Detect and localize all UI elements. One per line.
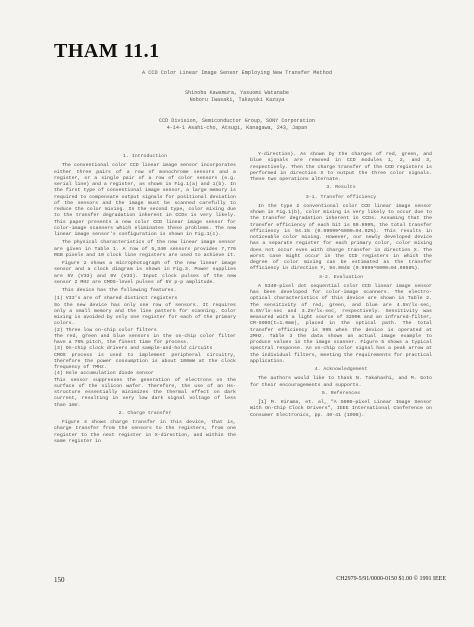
feature-list [54, 296, 236, 409]
feature-item: The red, green and blue sensors in the on-chip color filter have a 70% pitch, the finest time for process. [54, 333, 236, 345]
feature-item: (3) On-chip clock drivers and sample-and-hold circuits [54, 346, 213, 352]
paragraph: The authors would like to thank N. Takahashi, and M. Goto for their encouragements and supports. [250, 376, 432, 388]
copyright-line: CH2979-5/91/0000-0150 $1.00 © 1991 IEEE [336, 576, 446, 582]
section-heading-charge-transfer: 2. Charge transfer [118, 410, 172, 416]
paragraph: This device has the following features. [62, 288, 177, 293]
affiliation-line: 4-14-1 Asahi-cho, Atsugi, Kanagawa, 243, Japan [166, 124, 308, 131]
paragraph: Y-direction). As shown by the charges of red, green, and blue signals are removed in CCD modules 1, 2, and 3, respectively. Then the charge transfer of the CCD registers is performed in direction X to output the three color signals. These two operations alternate. [250, 152, 432, 182]
authors [0, 90, 474, 103]
author-line: Shinobu Kawamura, Yasuomi Watanabe [185, 90, 289, 96]
reference-item: [1] M. Hirama, et. al, "A 5000-pixel Linear Image Sensor With On-Chip Clock Drivers", IEEE International Conference on Consumer Electronics, pp. 40-41 (1990). [250, 400, 432, 418]
right-column [250, 152, 432, 421]
subsection-heading-evaluation: 3-2. Evaluation [318, 274, 364, 280]
paragraph: In the type 2 conventional color CCD linear image sensor shown in Fig.1(b), color mixing is very likely to occur due to the transfer degradation inherent in CCDs. Assuming that the transfer efficiency of each bit is 99.999%, the total transfer efficiency is 94.1% (0.99999^5000=94.92%). This results in noticeable color mixing. However, our newly developed device has a separate register for each primary color, color mixing does not occur even with charge transfer in direction X. The worst case might occur in the CCD registers in which the degree of color mixing can be estimated as the transfer efficiency in direction Y, 94.9848 (0.9999^5000=94.9958%). [250, 203, 432, 272]
affiliation [0, 118, 474, 131]
paragraph: A 5340-pixel dot sequential color CCD linear image sensor has been developed for color-image scanners. The electro-optical characteristics of this device are shown in Table 2. The sensitivity of red, green, and blue are 4.5V/lx·sec, 6.6V/lx·sec and 3.2V/lx·sec, respectively. Sensitivity was measured with a light source of 3200K and an infrared-filter, CM-500S(t=1.0mm), placed in the optical path. The total transfer efficiency is 99% when the device is operated at 2MHz. Table 3 the data shows an actual image example to produce values in the image scanner. Figure 5 shows a typical spectral response. An on-chip color signal has a peak arrow at the individual filters, meeting the requirements for practical application. [250, 283, 432, 364]
session-id: THAM 11.1 [54, 40, 160, 62]
page-number: 150 [54, 576, 65, 584]
feature-item: (2) Three low on-chip color filters [54, 327, 157, 333]
section-heading-results: 3. Results [326, 185, 356, 191]
section-heading-acknowledgement: 4. Acknowledgement [314, 367, 368, 372]
affiliation-line: CCD Division, Semiconductor Group, SONY Corporation [159, 118, 315, 124]
author-line: Noboru Iwasaki, Takayuki Kazuya [189, 96, 285, 103]
feature-item: (4) Hole accumulation diode sensor [54, 371, 154, 377]
subsection-heading-transfer-efficiency: 3-1. Transfer efficiency [305, 194, 377, 200]
paragraph: The conventional color CCD linear image sensor incorporates either three pairs of a row of monochrome sensors and a register, or a single pair of a row of color sensors (e.g. serial line) and a register, as shown in Fig.1(a) and 1(b). In the first type of conventional image sensor, a large memory is required to compensate output signals for positional deviation of the sensors and the image must be scanned carefully to reduce the color mixing. In the second type, color mixing due to the transfer degradation inherent in CCDs is very likely. This paper presents a new color CCD linear image sensor for color-image scanners which eliminates these problems. The new linear image sensor's configuration is shown in Fig.1(c). [54, 163, 236, 237]
feature-item: So the new device has only one row of sensors. It requires only a small memory and the line pattern for scanning. Color mixing is avoided by only one register for each of the primary colors. [54, 302, 236, 327]
section-heading-introduction: 1. Introduction [122, 154, 168, 159]
feature-item: (1) V33's are of shared distinct registers [54, 296, 178, 302]
paragraph: The physical characteristics of the new linear image sensor are given in Table 1. A row of 5,340 sensors provides 7,776 RGB pixels and 10 clock line registers are used to achieve it. [54, 240, 236, 258]
paper-title: A CCD Color Linear Image Sensor Employing New Transfer Method [142, 70, 332, 76]
paragraph: Figure 4 shows charge transfer in this device, that is, charge transfer from the sensors to the registers, from one register to the next register in X-direction, and within the same register in [54, 420, 236, 444]
section-heading-references: 5. References [321, 390, 361, 396]
paragraph: Figure 2 shows a microphotograph of the new linear image sensor and a clock diagram is shown in Fig.3. Power supplies are 5V (V33) and 9V (V33). Input clock pulses of the new sensor 2 MHz are CMOS-level pulses of 5V p-p amplitude. [54, 261, 236, 285]
feature-item: This sensor suppresses the generation of electrons on the surface of the silicon wafer. Therefore, the use of an Hs-structure essentially minimizes the thermal effect on dark current, resulting in very low dark signal voltage of less than 1mV. [54, 377, 236, 408]
feature-item: CMOS process is used to implement peripheral circuitry, therefore the power consumption is about 100mW at the clock frequency of 7MHz. [54, 352, 236, 370]
left-column [54, 152, 236, 447]
